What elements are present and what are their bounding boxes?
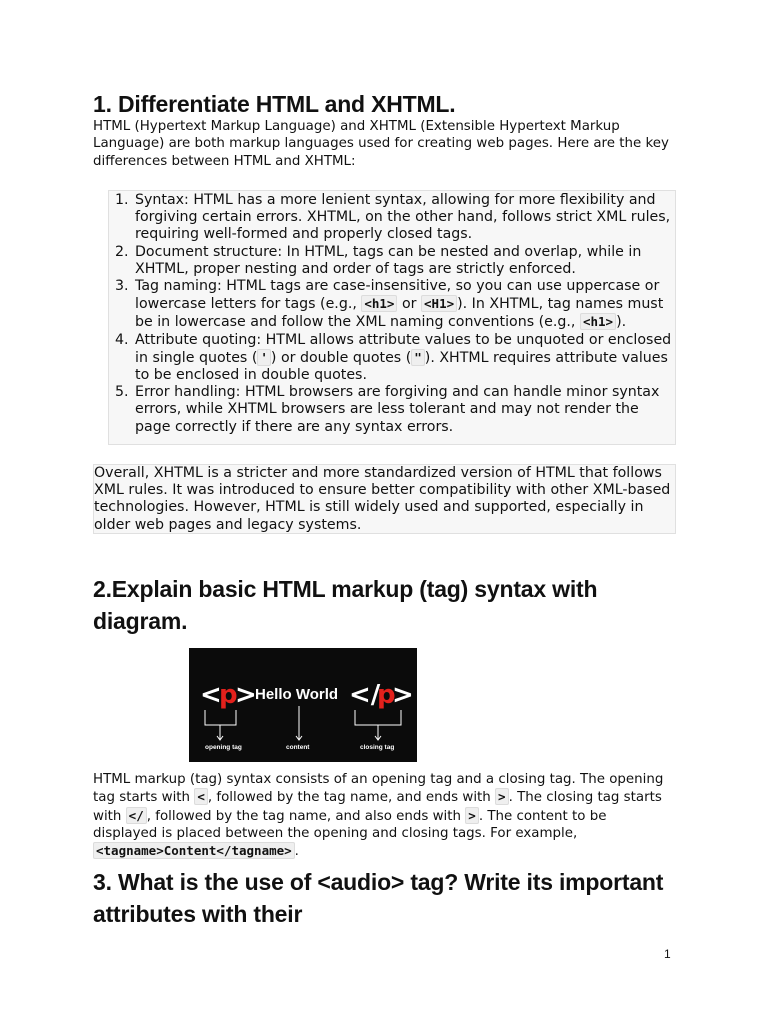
list-item [133, 332, 675, 385]
close-p: p [377, 680, 396, 710]
page-number: 1 [664, 947, 671, 961]
inline-code: > [465, 807, 479, 824]
close-gt: > [392, 680, 414, 710]
question-2-heading: 2.Explain basic HTML markup (tag) syntax with diagram. [93, 576, 598, 634]
inline-code: </ [126, 807, 147, 824]
body-text: , followed by the tag name, and ends with [207, 790, 496, 806]
list-item [133, 192, 675, 244]
list-item-text: ) or double quotes ( [270, 349, 412, 366]
question-3-heading: 3. What is the use of <audio> tag? Write its important attributes with their [93, 869, 664, 927]
label-closing-tag: closing tag [360, 744, 395, 751]
inline-code: <h1> [580, 313, 616, 330]
tag-diagram-svg [189, 648, 417, 762]
list-item-text: Attribute quoting: HTML allows attribute values to be unquoted or enclosed in single quotes ( [135, 331, 672, 366]
opening-bracket-lines [205, 710, 236, 740]
inline-code: < [194, 788, 208, 805]
list-item-text: or [397, 296, 422, 313]
inline-code: ' [257, 349, 271, 366]
body-text: . The content to be displayed is placed between the opening and closing tags. For example, [93, 808, 607, 841]
inline-code: " [411, 349, 425, 366]
list-item [133, 384, 675, 436]
closing-bracket-lines [355, 710, 401, 740]
summary-text: Overall, XHTML is a stricter and more standardized version of HTML that follows XML rules. It was introduced to ensure better compatibility with other XML-based technologies. However, HTML is still widely used and supported, especially in older web pages and legacy systems. [94, 465, 671, 533]
label-opening-tag: opening tag [205, 744, 242, 751]
list-item [133, 278, 675, 332]
question-1-intro: HTML (Hypertext Markup Language) and XHTML (Extensible Hypertext Markup Language) are both markup languages used for creating web pages. Here are the key differences between HTML and XHTML: [93, 119, 669, 169]
question-2-body [93, 771, 673, 860]
list-item-text: Document structure: In HTML, tags can be nested and overlap, while in XHTML, proper nesting and order of tags are strictly enforced. [135, 243, 642, 277]
inline-code: <H1> [421, 295, 457, 312]
list-item-text: Tag naming: HTML tags are case-insensitive, so you can use uppercase or lowercase letters for tags (e.g., [135, 278, 660, 313]
body-text: . [294, 844, 299, 860]
close-lt: </ [349, 680, 381, 710]
list-item-text: Error handling: HTML browsers are forgiving and can handle minor syntax errors, while XHTML browsers are less tolerant and may not render the page correctly if there are any syntax errors. [135, 384, 660, 435]
differences-list-box [108, 190, 676, 445]
inline-code: <tagname>Content</tagname> [93, 842, 295, 859]
differences-list [105, 192, 675, 436]
body-text: , followed by the tag name, and also ends with [146, 808, 466, 824]
label-content: content [286, 744, 310, 751]
list-item-text: ). [616, 314, 627, 331]
body-text: HTML markup (tag) syntax consists of an opening tag and a closing tag. The opening tag starts with [93, 772, 664, 806]
open-p: p [219, 680, 238, 710]
open-lt: < [200, 680, 222, 710]
open-gt: > [235, 680, 257, 710]
list-item [133, 244, 675, 278]
list-item-text: ). In XHTML, tag names must be in lowercase and follow the XML naming conventions (e.g., [135, 296, 664, 331]
html-tag-diagram [189, 648, 417, 762]
summary-box [93, 464, 676, 534]
list-item-text: Syntax: HTML has a more lenient syntax, allowing for more flexibility and forgiving certain errors. XHTML, on the other hand, follows strict XML rules, requiring well-formed and properly closed tags. [135, 192, 671, 243]
inline-code: <h1> [361, 295, 397, 312]
question-1-heading: 1. Differentiate HTML and XHTML. [93, 91, 456, 117]
content-text: Hello World [255, 686, 339, 703]
body-text: . The closing tag starts with [93, 790, 662, 824]
content-arrow [296, 706, 302, 740]
list-item-text: ). XHTML requires attribute values to be enclosed in double quotes. [135, 349, 668, 384]
inline-code: > [495, 788, 509, 805]
